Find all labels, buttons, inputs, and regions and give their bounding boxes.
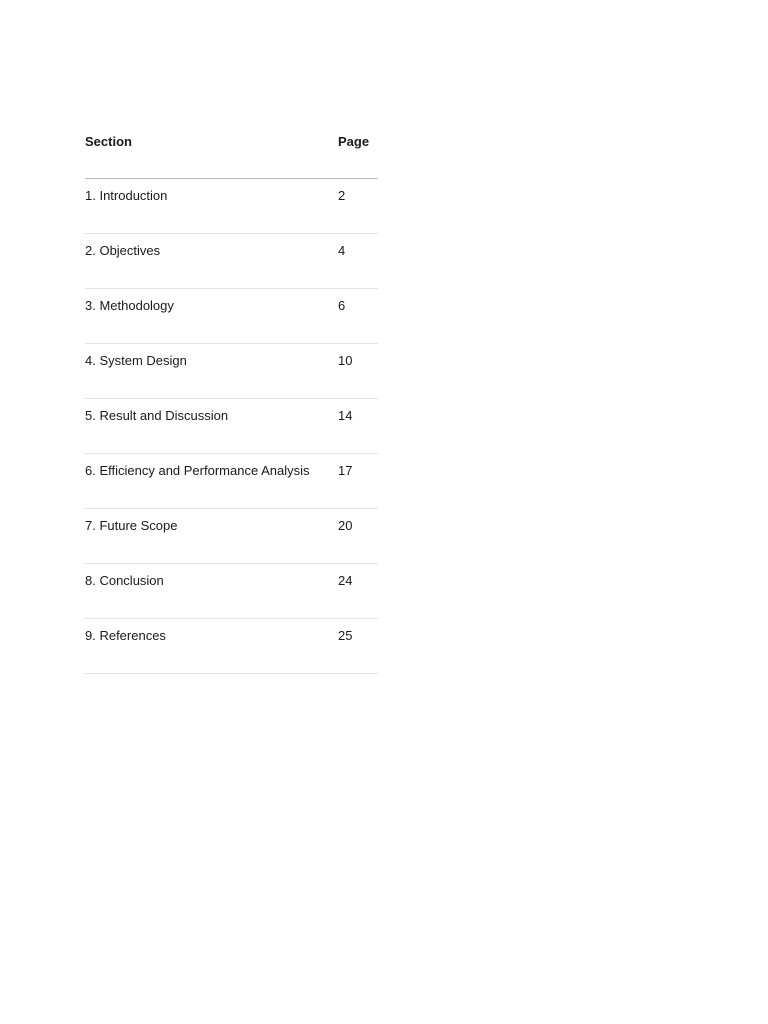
table-row bbox=[85, 619, 378, 674]
table-row bbox=[85, 564, 378, 619]
section-title: 6. Efficiency and Performance Analysis bbox=[85, 463, 310, 478]
table-row bbox=[85, 509, 378, 564]
section-title: 2. Objectives bbox=[85, 243, 161, 258]
table-row bbox=[85, 344, 378, 399]
page-number: 6 bbox=[338, 298, 346, 313]
page-number: 2 bbox=[338, 188, 346, 203]
page-number: 24 bbox=[338, 573, 353, 588]
table-row bbox=[85, 234, 378, 289]
table-of-contents bbox=[85, 115, 378, 674]
section-title: 3. Methodology bbox=[85, 298, 174, 313]
page-number: 17 bbox=[338, 463, 353, 478]
page-number: 25 bbox=[338, 628, 353, 643]
section-title: 4. System Design bbox=[85, 353, 187, 368]
section-title: 9. References bbox=[85, 628, 166, 643]
page-number: 14 bbox=[338, 408, 353, 423]
section-title: 1. Introduction bbox=[85, 188, 168, 203]
table-row bbox=[85, 399, 378, 454]
table-row bbox=[85, 289, 378, 344]
table-row bbox=[85, 454, 378, 509]
page-number: 4 bbox=[338, 243, 346, 258]
table-header bbox=[85, 115, 378, 179]
header-page: Page bbox=[338, 134, 370, 149]
table-row bbox=[85, 179, 378, 234]
page-number: 10 bbox=[338, 353, 353, 368]
section-title: 5. Result and Discussion bbox=[85, 408, 229, 423]
section-title: 7. Future Scope bbox=[85, 518, 178, 533]
section-title: 8. Conclusion bbox=[85, 573, 164, 588]
header-section: Section bbox=[85, 134, 132, 149]
page-number: 20 bbox=[338, 518, 353, 533]
